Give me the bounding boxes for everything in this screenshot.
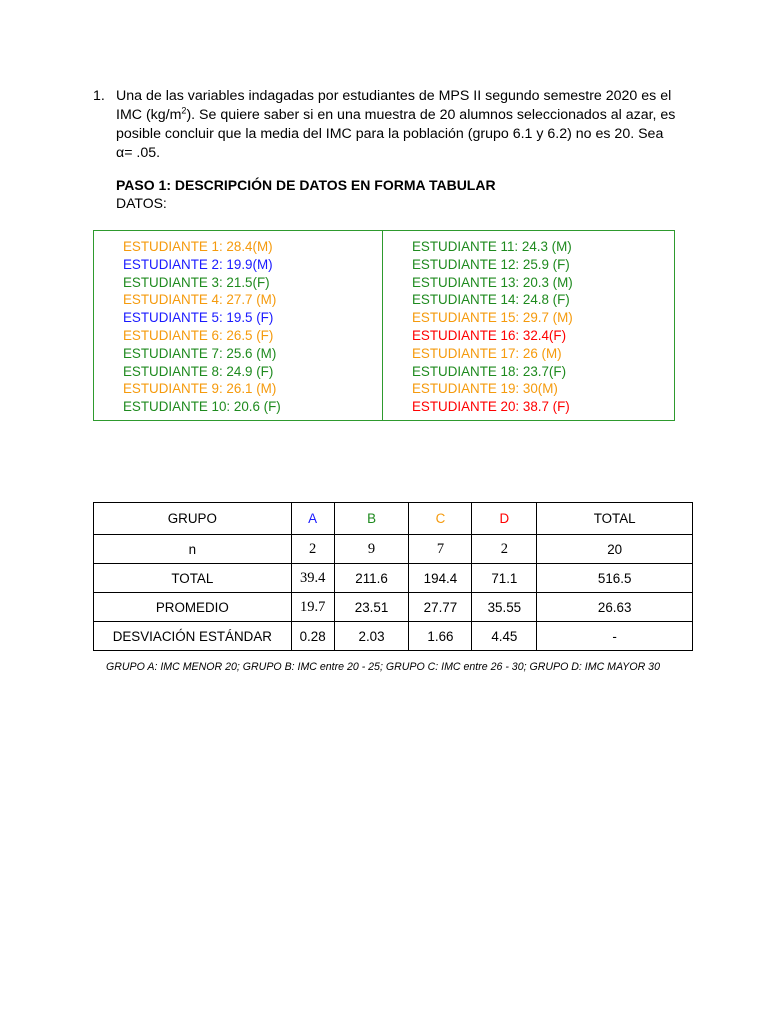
table-header-row [94,503,693,535]
cell-total: - [537,622,693,651]
question-text [116,87,676,163]
cell-total: 20 [537,535,693,564]
data-column-right [412,238,573,416]
cell-a: 0.28 [291,622,334,651]
student-entry: ESTUDIANTE 4: 27.7 (M) [123,292,277,308]
data-column-left [123,238,281,416]
student-entry: ESTUDIANTE 3: 21.5(F) [123,274,270,290]
student-entry: ESTUDIANTE 18: 23.7(F) [412,363,567,379]
cell-d: 71.1 [472,564,537,593]
data-box-divider [382,231,383,420]
student-entry: ESTUDIANTE 6: 26.5 (F) [123,327,274,343]
table-row [94,593,693,622]
row-label: PROMEDIO [94,593,292,622]
student-entry: ESTUDIANTE 20: 38.7 (F) [412,399,570,415]
step-title: PASO 1: DESCRIPCIÓN DE DATOS EN FORMA TABULAR [116,177,496,193]
table-row [94,622,693,651]
header-d: D [472,503,537,535]
student-entry: ESTUDIANTE 19: 30(M) [412,381,558,397]
cell-total: 26.63 [537,593,693,622]
cell-c: 27.77 [409,593,472,622]
student-entry: ESTUDIANTE 11: 24.3 (M) [412,239,572,254]
header-grupo: GRUPO [94,503,292,535]
student-entry: ESTUDIANTE 16: 32.4(F) [412,327,567,343]
question-text-part2: ). Se quiere saber si en una muestra de 20 alumnos seleccionados al azar, es posible concluir que la media del IMC para la población (grupo 6.1 y 6.2) no es 20. Sea α= .05. [116,107,676,161]
student-entry: ESTUDIANTE 5: 19.5 (F) [123,310,274,326]
row-label: TOTAL [94,564,292,593]
cell-c: 1.66 [409,622,472,651]
header-b: B [334,503,409,535]
question-text-part1: Una de las variables indagadas por estudiantes de MPS II segundo semestre 2020 es el IMC (kg/m [116,88,672,123]
data-box [93,230,675,421]
cell-b: 23.51 [334,593,409,622]
datos-label: DATOS: [116,195,167,211]
cell-d: 2 [472,535,537,564]
table-row [94,535,693,564]
student-entry: ESTUDIANTE 10: 20.6 (F) [123,399,281,415]
student-entry: ESTUDIANTE 15: 29.7 (M) [412,310,573,326]
cell-a: 19.7 [291,593,334,622]
header-a: A [291,503,334,535]
cell-d: 4.45 [472,622,537,651]
student-entry: ESTUDIANTE 1: 28.4(M) [123,239,273,254]
cell-c: 7 [409,535,472,564]
row-label: n [94,535,292,564]
cell-total: 516.5 [537,564,693,593]
student-entry: ESTUDIANTE 17: 26 (M) [412,345,562,361]
cell-a: 2 [291,535,334,564]
cell-c: 194.4 [409,564,472,593]
student-entry: ESTUDIANTE 7: 25.6 (M) [123,345,277,361]
cell-b: 2.03 [334,622,409,651]
row-label: DESVIACIÓN ESTÁNDAR [94,622,292,651]
summary-table [93,502,693,651]
cell-b: 9 [334,535,409,564]
table-caption: GRUPO A: IMC MENOR 20; GRUPO B: IMC entre 20 - 25; GRUPO C: IMC entre 26 - 30; GRUPO D: IMC MAYOR 30 [106,661,660,673]
student-entry: ESTUDIANTE 13: 20.3 (M) [412,274,573,290]
student-entry: ESTUDIANTE 9: 26.1 (M) [123,381,277,397]
cell-b: 211.6 [334,564,409,593]
table-row [94,564,693,593]
student-entry: ESTUDIANTE 14: 24.8 (F) [412,292,570,308]
question-superscript: 2 [181,105,187,116]
cell-d: 35.55 [472,593,537,622]
student-entry: ESTUDIANTE 8: 24.9 (F) [123,363,274,379]
cell-a: 39.4 [291,564,334,593]
header-c: C [409,503,472,535]
question-number: 1. [93,88,105,104]
student-entry: ESTUDIANTE 12: 25.9 (F) [412,256,570,272]
header-total: TOTAL [537,503,693,535]
student-entry: ESTUDIANTE 2: 19.9(M) [123,256,273,272]
